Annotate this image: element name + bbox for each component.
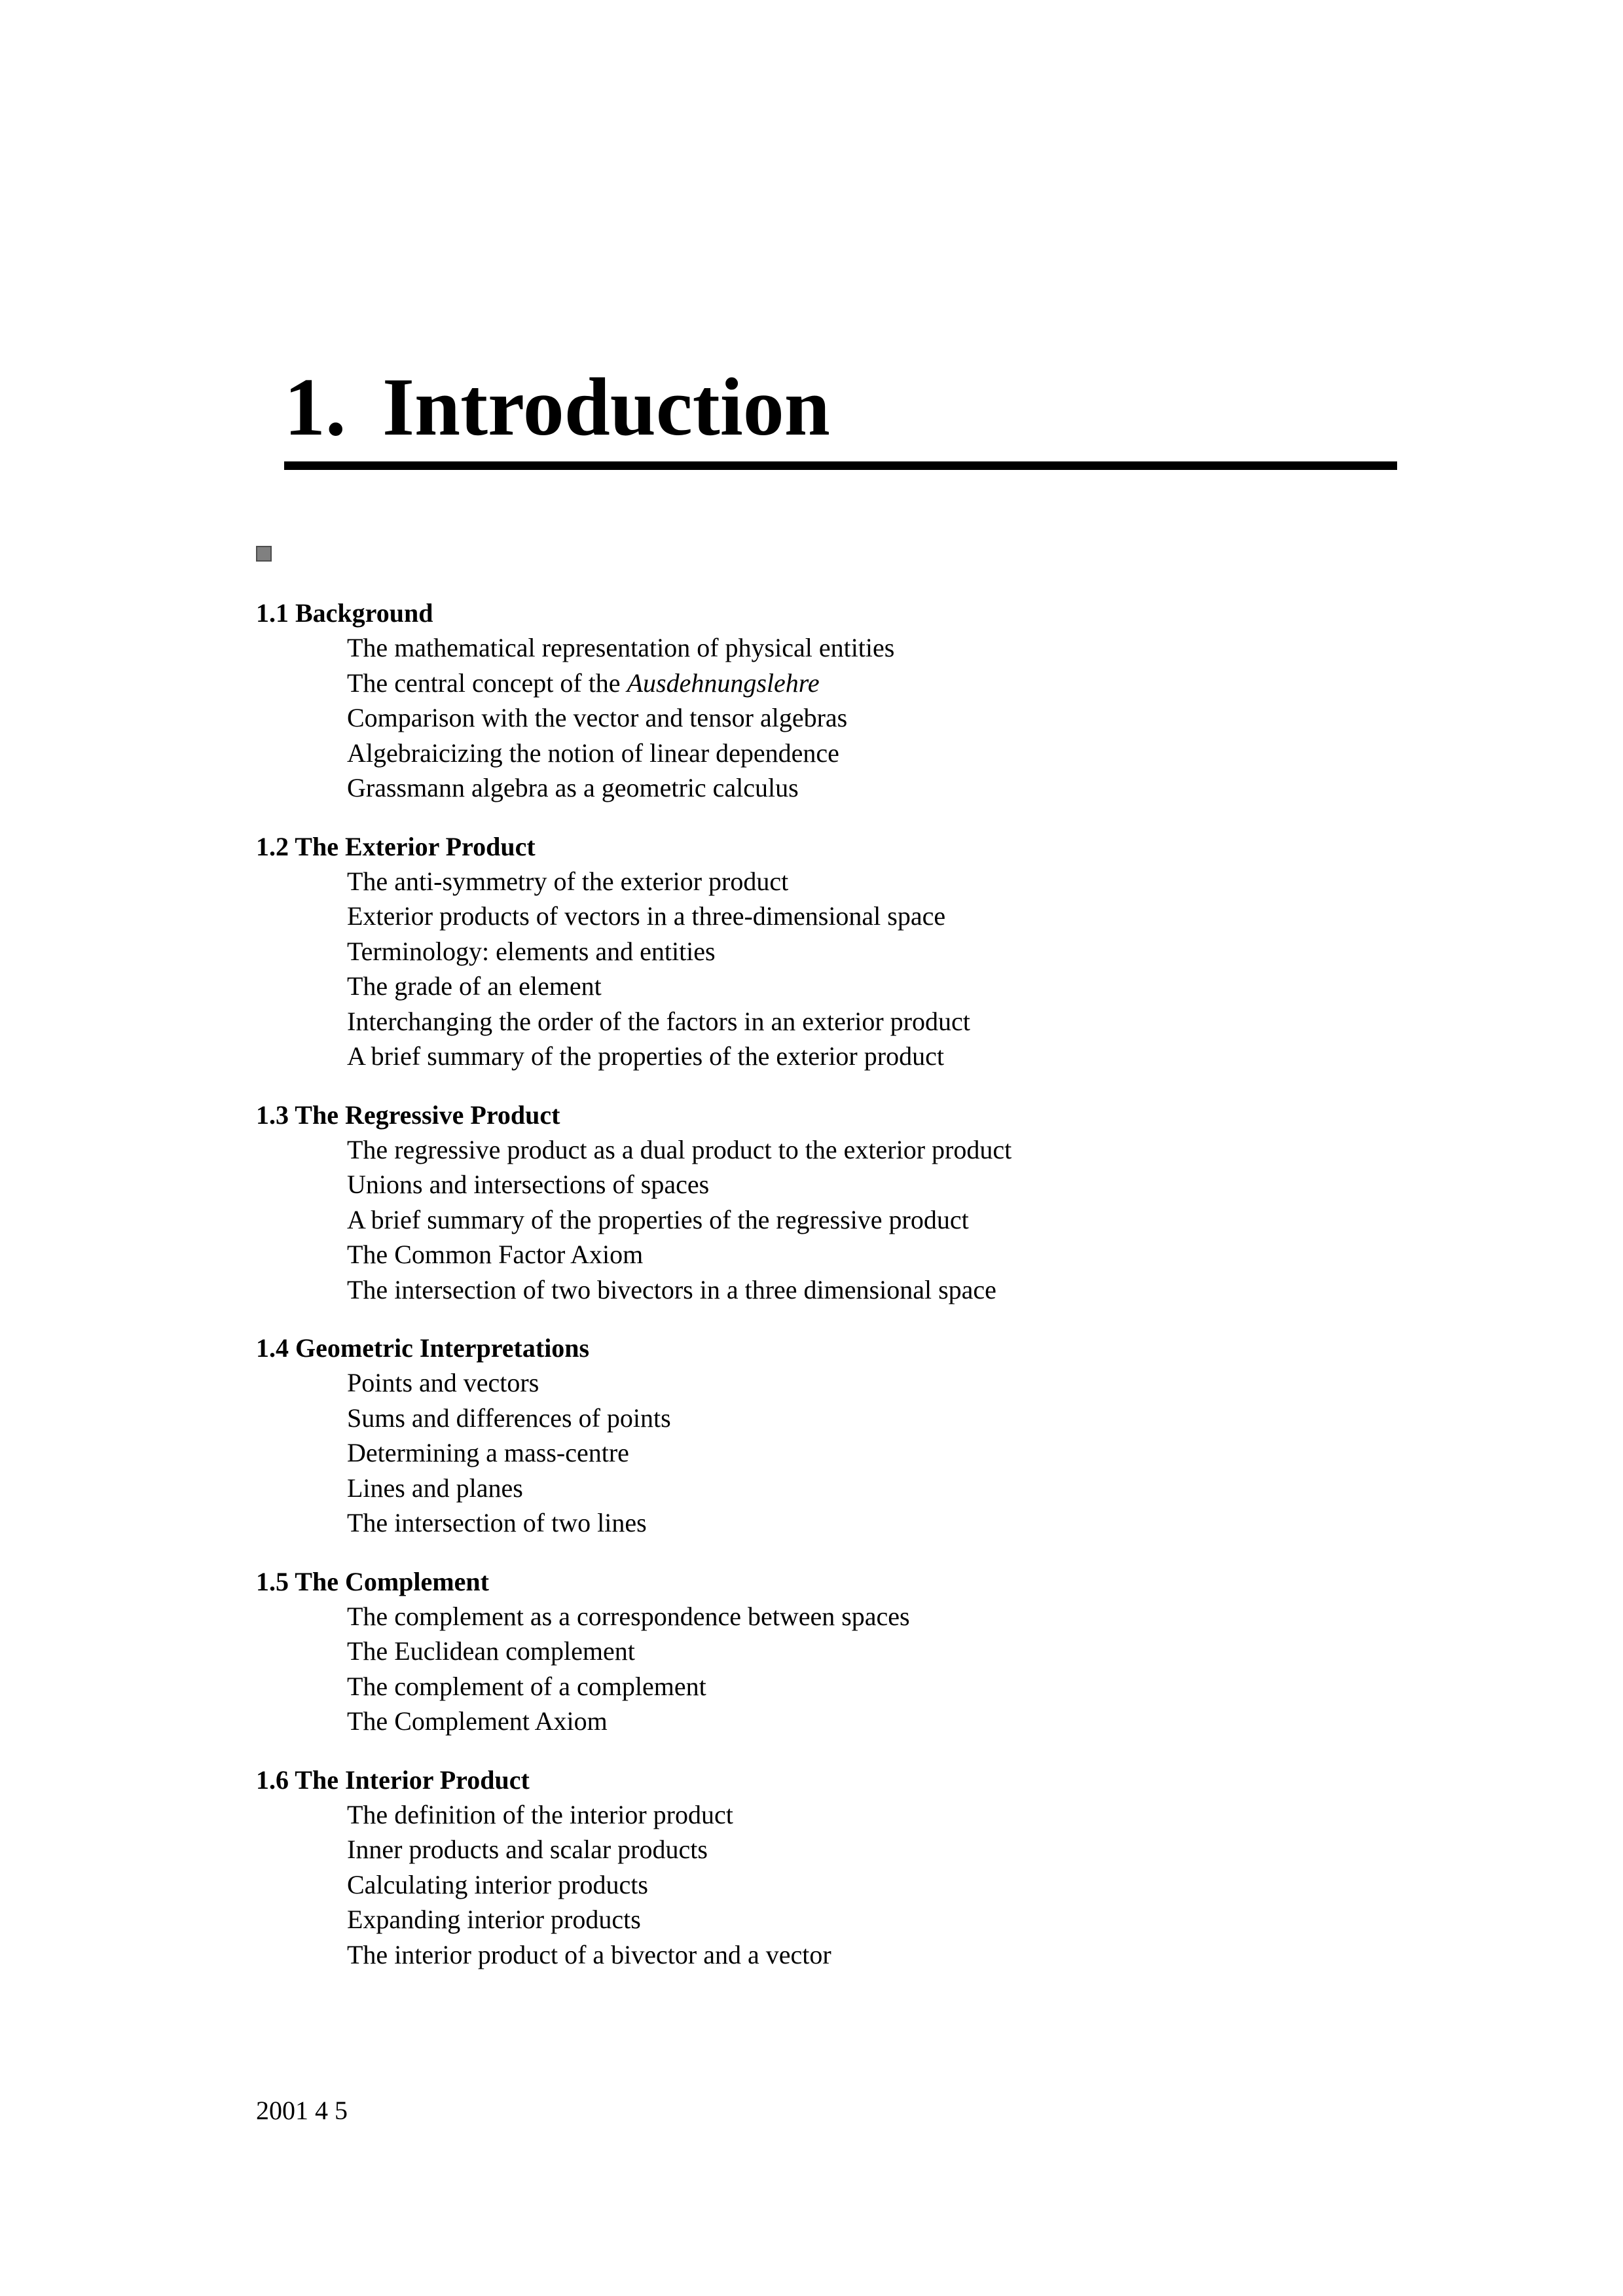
title-rule: [284, 461, 1397, 470]
section-title[interactable]: 1.5 The Complement: [256, 1566, 489, 1596]
section-title[interactable]: 1.4 Geometric Interpretations: [256, 1333, 590, 1363]
topic-item[interactable]: Inner products and scalar products: [347, 1835, 708, 1864]
chapter-number: 1.: [284, 362, 346, 453]
topic-item[interactable]: The anti-symmetry of the exterior product: [347, 866, 789, 896]
topic-item[interactable]: The complement of a complement: [347, 1671, 706, 1701]
topic-italic-term: Ausdehnungslehre: [627, 668, 820, 698]
section-exterior-product: [256, 829, 1434, 1074]
topic-item[interactable]: Sums and differences of points: [347, 1403, 671, 1433]
topic-item[interactable]: The intersection of two lines: [347, 1508, 647, 1537]
topic-item[interactable]: A brief summary of the properties of the regressive product: [347, 1204, 969, 1234]
topic-item[interactable]: Comparison with the vector and tensor algebras: [347, 703, 848, 732]
topic-item[interactable]: Unions and intersections of spaces: [347, 1170, 710, 1199]
topic-item[interactable]: The definition of the interior product: [347, 1799, 733, 1829]
topic-item[interactable]: Expanding interior products: [347, 1905, 641, 1934]
topic-item[interactable]: Points and vectors: [347, 1368, 539, 1397]
section-complement: [256, 1564, 1434, 1739]
topic-item[interactable]: Lines and planes: [347, 1473, 523, 1503]
section-title[interactable]: 1.2 The Exterior Product: [256, 831, 536, 861]
topic-item[interactable]: A brief summary of the properties of the exterior product: [347, 1041, 944, 1071]
topic-item[interactable]: The regressive product as a dual product to the exterior product: [347, 1134, 1012, 1164]
topic-item[interactable]: Determining a mass-centre: [347, 1438, 629, 1467]
topic-item[interactable]: The mathematical representation of physical entities: [347, 633, 895, 662]
cell-marker-icon[interactable]: [256, 546, 272, 562]
section-title[interactable]: 1.1 Background: [256, 598, 433, 628]
section-interior-product: [256, 1763, 1434, 1973]
footer-date: 2001 4 5: [256, 2096, 348, 2125]
topic-item[interactable]: Calculating interior products: [347, 1869, 648, 1899]
section-title[interactable]: 1.6 The Interior Product: [256, 1765, 530, 1795]
section-geometric-interpretations: [256, 1331, 1434, 1541]
section-title[interactable]: 1.3 The Regressive Product: [256, 1100, 560, 1130]
section-background: [256, 596, 1434, 806]
topic-item[interactable]: [256, 666, 1434, 701]
topic-item[interactable]: The intersection of two bivectors in a three dimensional space: [347, 1274, 996, 1304]
topic-item[interactable]: The complement as a correspondence between spaces: [347, 1601, 910, 1631]
topic-item[interactable]: Algebraicizing the notion of linear dependence: [347, 738, 839, 768]
topic-item[interactable]: The Euclidean complement: [347, 1636, 635, 1666]
section-regressive-product: [256, 1098, 1434, 1308]
chapter-title: [284, 362, 830, 453]
topic-item[interactable]: The Common Factor Axiom: [347, 1240, 644, 1269]
topic-item[interactable]: The grade of an element: [347, 971, 602, 1001]
chapter-title-text: Introduction: [382, 362, 830, 453]
topic-item[interactable]: Terminology: elements and entities: [347, 936, 716, 966]
topic-item[interactable]: Interchanging the order of the factors in an exterior product: [347, 1006, 970, 1036]
topic-item[interactable]: The Complement Axiom: [347, 1706, 608, 1736]
table-of-contents: [256, 596, 1434, 1996]
topic-item[interactable]: Exterior products of vectors in a three-dimensional space: [347, 901, 946, 931]
topic-item[interactable]: Grassmann algebra as a geometric calculus: [347, 773, 799, 802]
topic-text: The central concept of the: [347, 668, 627, 698]
topic-item[interactable]: The interior product of a bivector and a vector: [347, 1939, 831, 1969]
